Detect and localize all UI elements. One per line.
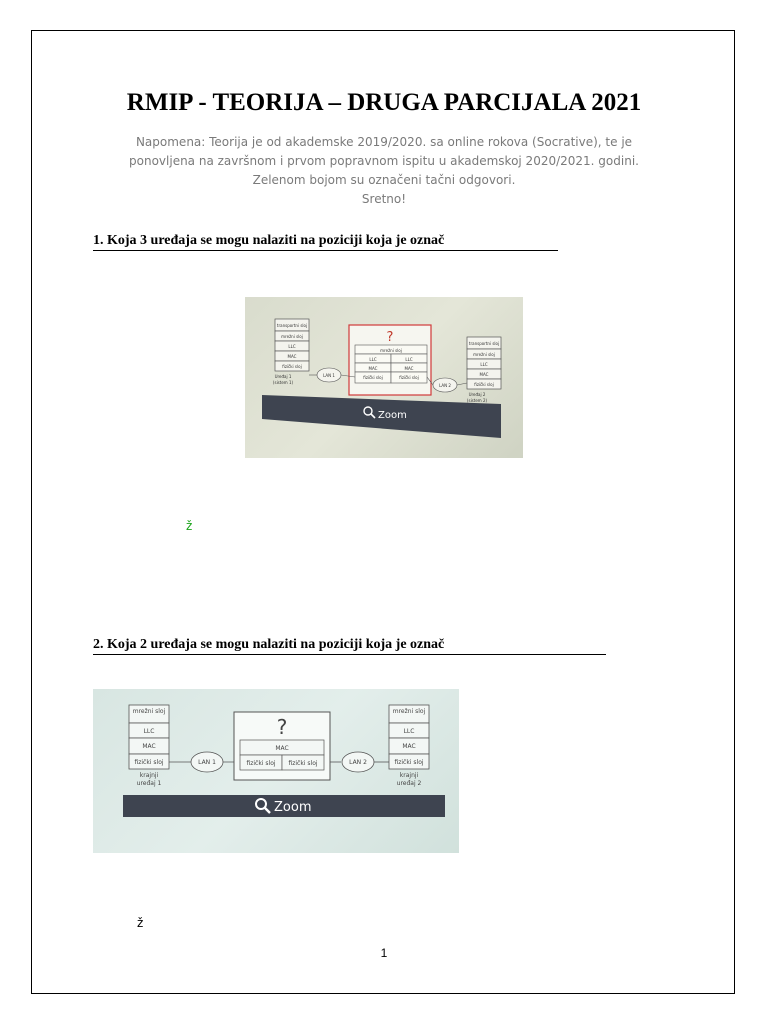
left-stack-label-2: MAC <box>142 743 156 750</box>
right-stack-label-3: MAC <box>479 372 489 377</box>
question-2-figure <box>93 689 459 853</box>
note-block <box>90 133 678 209</box>
right-stack-label-0: transportni sloj <box>468 341 500 346</box>
left-stack-label-1: mrežni sloj <box>281 334 303 339</box>
lan-2-label: LAN 2 <box>439 383 451 388</box>
note-line-4: Sretno! <box>361 192 407 206</box>
middle-llc-right: LLC <box>405 357 413 362</box>
left-caption-1: krajnji <box>139 772 159 779</box>
question-2-text: 2. Koja 2 uređaja se mogu nalaziti na poziciji koja je označ <box>93 637 606 655</box>
middle-llc-left: LLC <box>369 357 377 362</box>
note-line-1: Napomena: Teorija je od akademske 2019/2020. sa online rokova (Socrative), te je <box>135 135 633 149</box>
left-stack-label-0: mrežni sloj <box>132 708 166 715</box>
question-1-figure <box>245 297 523 458</box>
right-stack-label-2: LLC <box>480 362 488 367</box>
left-caption-1: Uređaj 1 <box>274 374 292 379</box>
lan-1-label: LAN 1 <box>198 759 216 766</box>
zoom-label: Zoom <box>274 800 312 815</box>
middle-top-label: mrežni sloj <box>380 348 402 353</box>
right-stack-label-3: fizički sloj <box>394 759 424 766</box>
left-stack-label-3: fizički sloj <box>134 759 164 766</box>
middle-phy-right: fizički sloj <box>288 760 318 767</box>
right-caption-2: uređaj 2 <box>396 780 422 787</box>
question-2-answer: ž <box>137 916 144 930</box>
question-mark: ? <box>276 715 288 739</box>
left-caption-2: uređaj 1 <box>136 780 162 787</box>
middle-mac-label: MAC <box>275 745 289 752</box>
lan-1-label: LAN 1 <box>323 373 335 378</box>
left-stack-label-1: LLC <box>143 728 155 735</box>
right-stack-label-0: mrežni sloj <box>392 708 426 715</box>
middle-phy-right: fizički sloj <box>399 375 419 380</box>
lan-2-label: LAN 2 <box>349 759 367 766</box>
left-stack-label-2: LLC <box>288 344 296 349</box>
question-mark: ? <box>386 330 394 345</box>
question-1-text: 1. Koja 3 uređaja se mogu nalaziti na poziciji koja je označ <box>93 233 558 251</box>
right-caption-1: Uređaj 2 <box>468 392 486 397</box>
page-number: 1 <box>380 946 388 960</box>
left-stack-label-3: MAC <box>287 354 297 359</box>
zoom-label: Zoom <box>378 410 407 421</box>
right-caption-2: (sistem 2) <box>466 398 488 403</box>
right-caption-1: krajnji <box>399 772 419 779</box>
document-title: RMIP - TEORIJA – DRUGA PARCIJALA 2021 <box>126 89 642 116</box>
right-stack-label-2: MAC <box>402 743 416 750</box>
left-stack-label-0: transportni sloj <box>276 323 308 328</box>
middle-phy-left: fizički sloj <box>363 375 383 380</box>
right-stack-label-1: mrežni sloj <box>473 352 495 357</box>
left-caption-2: (sistem 1) <box>272 380 294 385</box>
note-line-2: ponovljena na završnom i prvom popravnom ispitu u akademskoj 2020/2021. godini. <box>129 154 639 168</box>
middle-mac-left: MAC <box>368 366 378 371</box>
note-line-3: Zelenom bojom su označeni tačni odgovori. <box>252 173 516 187</box>
middle-mac-right: MAC <box>404 366 414 371</box>
question-1-answer: ž <box>186 519 193 533</box>
middle-phy-left: fizički sloj <box>246 760 276 767</box>
right-stack-label-4: fizički sloj <box>474 382 494 387</box>
right-stack-label-1: LLC <box>403 728 415 735</box>
left-stack-label-4: fizički sloj <box>282 364 302 369</box>
